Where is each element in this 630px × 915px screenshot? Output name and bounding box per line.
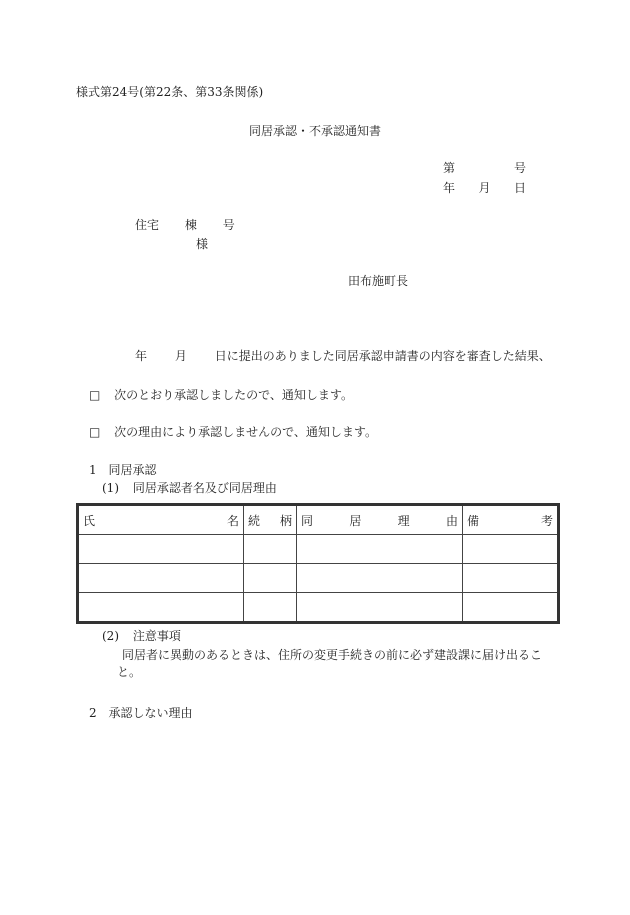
notice-text-line1: 同居者に異動のあるときは、住所の変更手続きの前に必ず建設課に届け出るこ	[122, 648, 543, 662]
subsection2-heading	[102, 629, 181, 643]
date-month: 月	[478, 181, 491, 195]
header-reason: 同 居 理 由	[297, 505, 463, 535]
cell-remarks[interactable]	[463, 593, 559, 623]
doc-number-suffix: 号	[513, 161, 526, 175]
header-remarks: 備 考	[463, 505, 559, 535]
subsection2-title: 注意事項	[132, 629, 181, 643]
checkbox-rejected[interactable]: □	[89, 425, 101, 439]
cell-remarks[interactable]	[463, 535, 559, 564]
table-header-row	[78, 505, 559, 535]
table-row	[78, 535, 559, 564]
table-row	[78, 564, 559, 593]
cell-relationship[interactable]	[244, 593, 297, 623]
cell-remarks[interactable]	[463, 564, 559, 593]
subsection2-number: (2)	[102, 629, 119, 643]
addressee-building: 棟	[184, 218, 197, 232]
cell-name[interactable]	[78, 593, 244, 623]
addressee-honorific: 様	[196, 237, 209, 251]
issuer: 田布施町長	[348, 274, 409, 288]
form-label: 様式第24号(第22条、第33条関係)	[76, 85, 264, 99]
date-year: 年	[443, 181, 456, 195]
subsection1-title: 同居承認者名及び同居理由	[132, 481, 277, 495]
checkbox-approved[interactable]: □	[89, 388, 101, 402]
header-relationship: 続 柄	[244, 505, 297, 535]
cell-relationship[interactable]	[244, 535, 297, 564]
cohabitant-table	[76, 503, 560, 624]
cell-name[interactable]	[78, 564, 244, 593]
section2-heading	[89, 706, 192, 720]
subsection1-heading	[102, 481, 277, 495]
notice-text-line2: と。	[117, 665, 142, 679]
option-approved[interactable]	[89, 388, 353, 402]
addressee-address	[135, 218, 235, 232]
cell-reason[interactable]	[297, 593, 463, 623]
addressee-number: 号	[222, 218, 235, 232]
body-sentence: 日に提出のありました同居承認申請書の内容を審査した結果、	[214, 349, 551, 363]
section2-number: 2	[89, 706, 97, 720]
issue-date	[443, 181, 526, 195]
option-rejected-label: 次の理由により承認しませんので、通知します。	[114, 425, 377, 439]
body-year: 年	[135, 349, 148, 363]
section2-title: 承認しない理由	[108, 706, 193, 720]
header-name: 氏 名	[78, 505, 244, 535]
cell-relationship[interactable]	[244, 564, 297, 593]
date-day: 日	[513, 181, 526, 195]
section1-number: 1	[89, 463, 97, 477]
addressee-housing: 住宅	[135, 218, 160, 232]
section1-title: 同居承認	[108, 463, 157, 477]
body-text	[135, 349, 551, 363]
document-title: 同居承認・不承認通知書	[249, 124, 382, 138]
doc-number-prefix: 第	[443, 161, 456, 175]
table-row	[78, 593, 559, 623]
cell-name[interactable]	[78, 535, 244, 564]
document-number	[443, 161, 526, 175]
section1-heading	[89, 463, 156, 477]
cell-reason[interactable]	[297, 564, 463, 593]
cell-reason[interactable]	[297, 535, 463, 564]
body-month: 月	[174, 349, 187, 363]
option-rejected[interactable]	[89, 425, 377, 439]
option-approved-label: 次のとおり承認しましたので、通知します。	[114, 388, 353, 402]
subsection1-number: (1)	[102, 481, 119, 495]
